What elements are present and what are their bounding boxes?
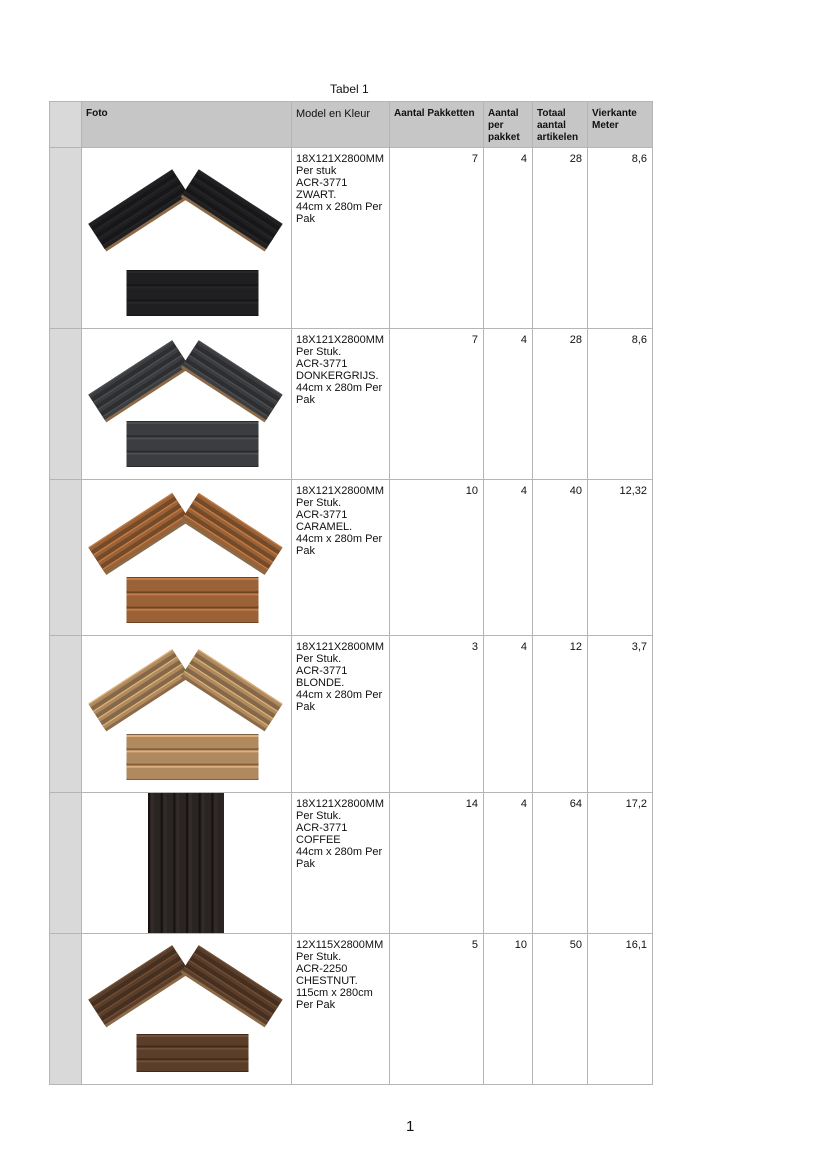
- dark-grey-slat-panels-image: [82, 329, 291, 479]
- totaal-cell: 28: [533, 148, 588, 329]
- model-cell: 18X121X2800MM Per stuk ACR-3771 ZWART. 44cm x 280m Per Pak: [292, 148, 390, 329]
- model-cell: 12X115X2800MM Per Stuk. ACR-2250 CHESTNUT. 115cm x 280cm Per Pak: [292, 934, 390, 1085]
- row-header-cell: [50, 329, 82, 480]
- totaal-cell: 28: [533, 329, 588, 480]
- per-pakket-cell: 10: [484, 934, 533, 1085]
- per-pakket-cell: 4: [484, 636, 533, 793]
- model-cell: 18X121X2800MM Per Stuk. ACR-3771 DONKERGRIJS. 44cm x 280m Per Pak: [292, 329, 390, 480]
- header-row: [50, 102, 653, 148]
- per-pakket-cell: 4: [484, 329, 533, 480]
- meter-cell: 3,7: [588, 636, 653, 793]
- meter-cell: 8,6: [588, 148, 653, 329]
- row-header-cell: [50, 793, 82, 934]
- page-number: 1: [406, 1118, 415, 1135]
- photo-cell: [82, 636, 292, 793]
- pakketten-cell: 3: [390, 636, 484, 793]
- header-pakketten: Aantal Pakketten: [390, 102, 484, 148]
- per-pakket-cell: 4: [484, 480, 533, 636]
- model-cell: 18X121X2800MM Per Stuk. ACR-3771 BLONDE. 44cm x 280m Per Pak: [292, 636, 390, 793]
- product-table: [49, 101, 653, 1085]
- per-pakket-cell: 4: [484, 793, 533, 934]
- pakketten-cell: 7: [390, 148, 484, 329]
- table-row: [50, 148, 653, 329]
- totaal-cell: 64: [533, 793, 588, 934]
- caramel-slat-panels-image: [82, 480, 291, 635]
- pakketten-cell: 10: [390, 480, 484, 636]
- meter-cell: 16,1: [588, 934, 653, 1085]
- blonde-slat-panels-image: [82, 636, 291, 792]
- table-row: [50, 934, 653, 1085]
- per-pakket-cell: 4: [484, 148, 533, 329]
- totaal-cell: 40: [533, 480, 588, 636]
- meter-cell: 12,32: [588, 480, 653, 636]
- model-cell: 18X121X2800MM Per Stuk. ACR-3771 CARAMEL. 44cm x 280m Per Pak: [292, 480, 390, 636]
- row-header-cell: [50, 636, 82, 793]
- model-cell: 18X121X2800MM Per Stuk. ACR-3771 COFFEE 44cm x 280m Per Pak: [292, 793, 390, 934]
- header-per-pakket: Aantal per pakket: [484, 102, 533, 148]
- totaal-cell: 12: [533, 636, 588, 793]
- table-row: [50, 636, 653, 793]
- chestnut-slat-panels-image: [82, 934, 291, 1084]
- pakketten-cell: 5: [390, 934, 484, 1085]
- photo-cell: [82, 329, 292, 480]
- row-header-cell: [50, 480, 82, 636]
- pakketten-cell: 7: [390, 329, 484, 480]
- row-header-cell: [50, 934, 82, 1085]
- header-meter: Vierkante Meter: [588, 102, 653, 148]
- header-model: Model en Kleur: [292, 102, 390, 148]
- photo-cell: [82, 480, 292, 636]
- photo-cell: [82, 148, 292, 329]
- coffee-slat-panel-image: [82, 793, 291, 933]
- meter-cell: 8,6: [588, 329, 653, 480]
- table-row: [50, 480, 653, 636]
- totaal-cell: 50: [533, 934, 588, 1085]
- header-totaal: Totaal aantal artikelen: [533, 102, 588, 148]
- row-header-cell: [50, 148, 82, 329]
- black-slat-panels-image: [82, 148, 291, 328]
- header-foto: Foto: [82, 102, 292, 148]
- photo-cell: [82, 793, 292, 934]
- table-caption: Tabel 1: [330, 82, 369, 96]
- pakketten-cell: 14: [390, 793, 484, 934]
- table-row: [50, 793, 653, 934]
- photo-cell: [82, 934, 292, 1085]
- row-header-corner: [50, 102, 82, 148]
- table-row: [50, 329, 653, 480]
- meter-cell: 17,2: [588, 793, 653, 934]
